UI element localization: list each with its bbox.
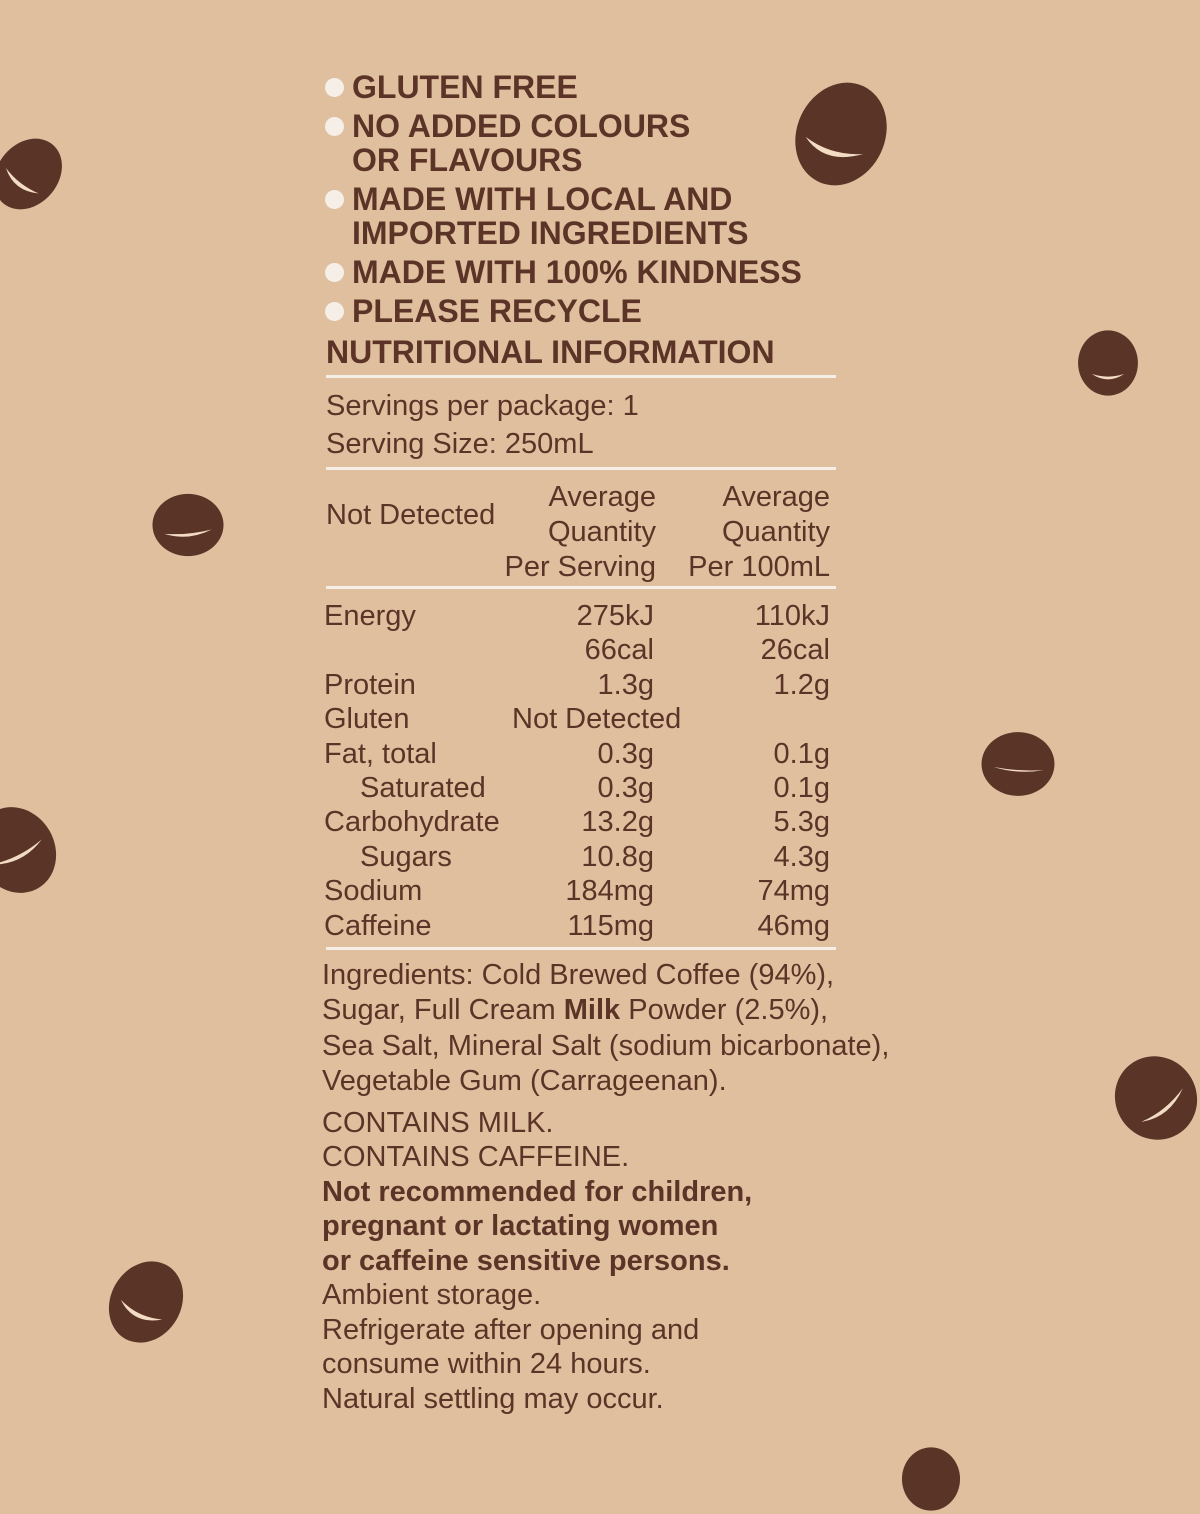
header-line: Per 100mL: [688, 551, 830, 583]
table-row: [322, 909, 902, 943]
per-100ml-value: 5.3g: [773, 806, 830, 839]
header-not-detected: Not Detected: [326, 499, 496, 531]
claim-item: [322, 294, 902, 328]
product-claims: [322, 70, 902, 328]
table-row: [322, 599, 902, 633]
header-line: Average: [548, 481, 656, 513]
coffee-bean-icon: [898, 1444, 964, 1514]
coffee-bean-icon: [142, 488, 234, 562]
nutrient-label: Energy: [324, 600, 416, 632]
label-notes: [322, 1106, 902, 1417]
ingredients-line: Ingredients: Cold Brewed Coffee (94%),: [322, 958, 835, 991]
refrigerate-instruction: consume within 24 hours.: [322, 1348, 651, 1381]
table-row: [322, 874, 902, 908]
coffee-bean-icon: [1074, 320, 1142, 406]
claim-item: [322, 70, 902, 104]
ingredients-line: Vegetable Gum (Carrageenan).: [322, 1065, 727, 1098]
header-line: Average: [722, 481, 830, 513]
table-row: [322, 737, 902, 771]
per-100ml-value: 26cal: [760, 634, 830, 667]
header-line: Quantity: [722, 516, 830, 548]
serving-info: [322, 378, 902, 467]
claim-item: [322, 255, 902, 289]
header-line: Quantity: [548, 516, 656, 548]
per-serving-value: 115mg: [567, 909, 654, 942]
nutrient-label: Caffeine: [324, 909, 432, 942]
claim-text: NO ADDED COLOURS: [352, 108, 691, 144]
coffee-bean-icon: [102, 1252, 190, 1352]
allergen-milk: Milk: [563, 994, 621, 1027]
label-panel: [322, 70, 902, 1416]
nutrition-table-header: [322, 470, 902, 586]
per-100ml-value: 110kJ: [754, 600, 830, 632]
header-per-serving: [504, 480, 656, 585]
per-100ml-value: 4.3g: [773, 840, 830, 873]
header-per-100ml: [688, 480, 830, 585]
table-row: [322, 840, 902, 874]
claim-text: OR FLAVOURS: [352, 142, 583, 178]
per-100ml-value: 0.1g: [773, 737, 830, 770]
per-100ml-value: 46mg: [757, 909, 830, 942]
servings-per-package: Servings per package: 1: [326, 390, 639, 422]
bullet-dot-icon: [325, 190, 344, 209]
settling-note: Natural settling may occur.: [322, 1382, 664, 1415]
table-row: [322, 805, 902, 839]
serving-size: Serving Size: 250mL: [326, 428, 594, 460]
warning-line: or caffeine sensitive persons.: [322, 1244, 730, 1277]
nutrient-label: Fat, total: [324, 737, 437, 770]
contains-milk-statement: CONTAINS MILK.: [322, 1106, 554, 1139]
table-row: [322, 668, 902, 702]
storage-instruction: Ambient storage.: [322, 1279, 542, 1312]
per-100ml-value: 74mg: [757, 875, 830, 908]
coffee-bean-icon: [0, 128, 68, 220]
refrigerate-instruction: Refrigerate after opening and: [322, 1313, 700, 1346]
nutrition-title: NUTRITIONAL INFORMATION: [326, 334, 775, 370]
claim-item: [322, 109, 902, 177]
warning-line: Not recommended for children,: [322, 1175, 753, 1208]
warning-line: pregnant or lactating women: [322, 1210, 719, 1243]
per-100ml-value: 1.2g: [773, 668, 830, 701]
claim-text: PLEASE RECYCLE: [352, 293, 642, 329]
claim-text: MADE WITH 100% KINDNESS: [352, 254, 802, 290]
ingredients-line: Sea Salt, Mineral Salt (sodium bicarbonate),: [322, 1029, 890, 1062]
bullet-dot-icon: [325, 117, 344, 136]
nutrient-label: Gluten: [324, 703, 410, 736]
ingredients-line: [322, 993, 902, 1029]
contains-caffeine-statement: CONTAINS CAFFEINE.: [322, 1141, 630, 1174]
spanning-value: Not Detected: [512, 703, 682, 736]
per-serving-value: 1.3g: [597, 668, 654, 701]
table-row: [322, 702, 902, 736]
ingredients-text: Powder (2.5%),: [620, 994, 829, 1027]
claim-text: MADE WITH LOCAL AND: [352, 181, 733, 217]
coffee-bean-icon: [970, 726, 1066, 802]
nutrient-label: Sugars: [360, 840, 452, 873]
table-row: [322, 633, 902, 667]
bullet-dot-icon: [325, 263, 344, 282]
per-serving-value: 10.8g: [581, 840, 654, 873]
nutrient-label: Carbohydrate: [324, 806, 500, 839]
ingredients-text: Sugar, Full Cream: [322, 994, 564, 1027]
claim-item: [322, 182, 902, 250]
table-row: [322, 771, 902, 805]
per-serving-value: 0.3g: [597, 737, 654, 770]
coffee-bean-icon: [1106, 1052, 1200, 1144]
nutrient-label: Protein: [324, 668, 416, 701]
claim-text: GLUTEN FREE: [352, 69, 578, 105]
per-serving-value: 66cal: [584, 634, 654, 667]
per-serving-value: 275kJ: [576, 600, 654, 632]
nutrient-label: Saturated: [360, 771, 486, 804]
bullet-dot-icon: [325, 302, 344, 321]
nutrient-label: Sodium: [324, 875, 423, 908]
per-100ml-value: 0.1g: [773, 771, 830, 804]
nutrition-table-body: [322, 589, 902, 947]
per-serving-value: 184mg: [565, 875, 654, 908]
header-line: Per Serving: [504, 551, 656, 583]
per-serving-value: 13.2g: [581, 806, 654, 839]
claim-text: IMPORTED INGREDIENTS: [352, 215, 749, 251]
coffee-bean-icon: [0, 796, 62, 904]
per-serving-value: 0.3g: [597, 771, 654, 804]
ingredients-list: [322, 950, 902, 1100]
bullet-dot-icon: [325, 78, 344, 97]
